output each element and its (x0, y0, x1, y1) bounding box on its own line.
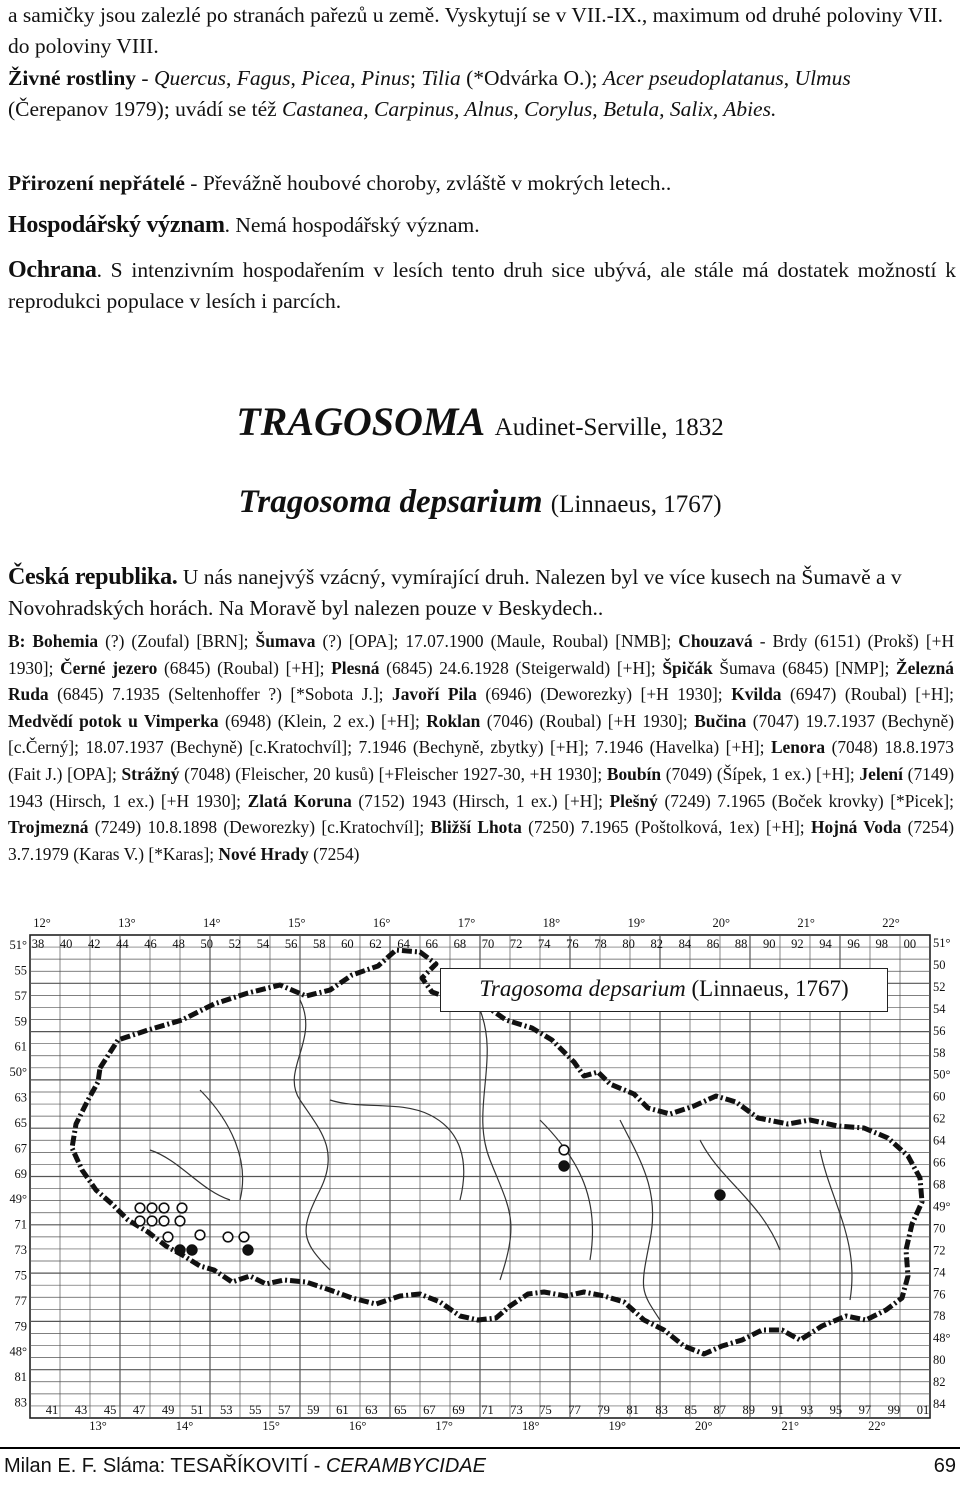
top-grid-number: 80 (622, 937, 635, 951)
top-grid-number: 46 (144, 937, 157, 951)
left-grid-label: 71 (14, 1217, 27, 1232)
record-detail: (7254) (308, 843, 360, 864)
top-grid-number: 82 (650, 937, 663, 951)
left-grid-label: 63 (14, 1090, 27, 1105)
separator: , (783, 66, 795, 90)
record-detail: (7048) 18.8.1973 (Fait J.) [OPA]; (8, 737, 955, 784)
top-longitude-label: 20° (712, 916, 730, 930)
separator: , (350, 66, 361, 90)
record-point-filled (175, 1245, 185, 1255)
bottom-grid-number: 63 (365, 1403, 378, 1417)
paragraph-economic (8, 210, 956, 241)
footer-citation (4, 1455, 486, 1478)
bottom-longitude-label: 20° (695, 1419, 713, 1432)
left-grid-label: 59 (14, 1014, 27, 1029)
top-longitude-label: 19° (627, 916, 646, 930)
czech-label: Česká republika. (8, 564, 178, 590)
record-point-filled (243, 1245, 253, 1255)
record-locality: Bližší Lhota (430, 817, 522, 838)
genus-heading (0, 400, 960, 450)
top-grid-number: 50 (200, 937, 213, 951)
species-heading (0, 482, 960, 525)
right-grid-label: 48° (933, 1331, 951, 1346)
bottom-longitude-label: 13° (89, 1419, 107, 1432)
taxon: Acer pseudoplatanus (602, 66, 784, 90)
top-longitude-label: 13° (118, 916, 136, 930)
paragraph-host-plants (8, 63, 956, 125)
left-grid-label: 81 (14, 1370, 27, 1385)
top-longitude-label: 15° (287, 916, 306, 930)
river (200, 1090, 243, 1200)
locality-records (8, 628, 954, 867)
bottom-grid-number: 99 (887, 1403, 901, 1417)
top-grid-number: 42 (88, 937, 101, 951)
right-grid-label: 84 (933, 1397, 946, 1412)
right-grid-label: 72 (933, 1243, 946, 1258)
record-detail: (7049) (Šípek, 1 ex.) [+H]; (661, 763, 860, 784)
protection-label: Ochrana (8, 257, 97, 283)
right-grid-label: 62 (933, 1111, 946, 1126)
enemies-text: - Převážně houbové choroby, zvláště v mokrých letech.. (184, 171, 672, 195)
record-locality: Roklan (426, 710, 481, 731)
top-grid-number: 56 (284, 937, 298, 951)
record-detail: (7149) 1943 (Hirsch, 1 ex.) [+H 1930]; (8, 763, 955, 811)
top-longitude-label: 22° (882, 916, 900, 930)
record-point-open (163, 1232, 173, 1242)
host-plants-label: Živné rostliny (8, 66, 137, 90)
top-grid-number: 96 (847, 937, 860, 951)
top-longitude-label: 12° (33, 916, 51, 930)
record-point-open (135, 1216, 145, 1226)
economic-label: Hospodářský význam (8, 212, 225, 238)
river (540, 1120, 593, 1260)
bottom-longitude-label: 18° (521, 1419, 540, 1432)
bottom-grid-number: 67 (423, 1403, 436, 1417)
top-grid-number: 40 (59, 937, 73, 951)
right-grid-label: 70 (933, 1221, 946, 1236)
bottom-grid-number: 41 (45, 1403, 59, 1417)
genus-author: Audinet-Serville, 1832 (494, 414, 724, 441)
record-detail: (7152) 1943 (Hirsch, 1 ex.) [+H]; (351, 790, 610, 811)
taxon-list: Castanea, Carpinus, Alnus, Corylus, Betula, Salix, Abies. (282, 97, 777, 121)
record-locality: Medvědí potok u Vimperka (8, 710, 219, 731)
bottom-grid-number: 77 (568, 1403, 581, 1417)
top-grid-number: 64 (397, 937, 410, 951)
record-locality: Boubín (606, 763, 662, 784)
record-locality: Šumava (255, 631, 316, 651)
right-grid-label: 52 (933, 979, 946, 994)
record-detail: (?) [OPA]; 17.07.1900 (Maule, Roubal) [NMB]; (315, 631, 679, 651)
record-locality: Železná Ruda (8, 657, 954, 705)
bottom-grid-number: 85 (684, 1403, 697, 1417)
left-grid-label: 65 (14, 1115, 27, 1130)
genus-name: TRAGOSOMA (236, 399, 486, 444)
bottom-grid-number: 81 (626, 1403, 639, 1417)
bottom-grid-number: 55 (248, 1403, 262, 1417)
bottom-grid-number: 97 (858, 1403, 872, 1417)
right-grid-label: 68 (933, 1177, 946, 1192)
top-grid-number: 84 (678, 937, 692, 951)
bottom-longitude-label: 21° (781, 1419, 800, 1432)
top-grid-number: 58 (313, 937, 326, 951)
citation: (Čerepanov 1979); uvádí se též (8, 97, 283, 121)
bottom-longitude-label: 16° (348, 1419, 367, 1432)
map-title-box (440, 968, 888, 1012)
top-grid-number: 92 (791, 937, 804, 951)
record-locality: Chouzavá (678, 631, 753, 651)
enemies-label: Přirození nepřátelé (8, 171, 185, 195)
record-detail: (7249) 10.8.1898 (Deworezky) [c.Kratochvíl]; (88, 817, 431, 838)
top-grid-number: 54 (256, 937, 270, 951)
top-grid-number: 00 (903, 937, 917, 951)
top-longitude-label: 18° (542, 916, 561, 930)
taxon: Quercus (153, 66, 227, 90)
record-point-filled (187, 1245, 197, 1255)
top-grid-number: 62 (369, 937, 382, 951)
river (150, 1150, 230, 1200)
bottom-grid-number: 49 (161, 1403, 175, 1417)
bottom-grid-number: 57 (278, 1403, 291, 1417)
bottom-grid-number: 65 (394, 1403, 407, 1417)
record-locality: Trojmezná (8, 817, 89, 838)
bottom-longitude-label: 22° (868, 1419, 886, 1432)
bottom-longitude-label: 14° (175, 1419, 194, 1432)
record-point-open (159, 1216, 169, 1226)
river (480, 1010, 511, 1280)
bottom-grid-number: 71 (481, 1403, 494, 1417)
record-detail: (6845) (Roubal) [+H]; (157, 657, 332, 678)
bottom-grid-number: 75 (539, 1403, 552, 1417)
paragraph-czech-republic (8, 562, 956, 624)
map-title-species: Tragosoma depsarium (479, 976, 686, 1001)
top-grid-number: 44 (116, 937, 129, 951)
record-detail: (6845) 24.6.1928 (Steigerwald) [+H]; (379, 657, 663, 678)
left-grid-label: 50° (9, 1065, 27, 1080)
record-point-open (177, 1203, 187, 1213)
record-point-open (159, 1203, 169, 1213)
record-locality: Strážný (121, 763, 180, 784)
record-detail: (7250) 7.1965 (Poštolková, 1ex) [+H]; (521, 817, 811, 838)
bottom-grid-number: 45 (103, 1403, 117, 1417)
left-grid-label: 57 (14, 988, 27, 1003)
footer-family: CERAMBYCIDAE (325, 1455, 486, 1477)
record-detail: (?) (Zoufal) [BRN]; (98, 631, 256, 651)
left-grid-label: 77 (14, 1293, 27, 1308)
record-locality: Zlatá Koruna (247, 790, 352, 811)
right-grid-label: 66 (933, 1155, 946, 1170)
right-grid-label: 60 (933, 1089, 946, 1104)
taxon: Ulmus (794, 66, 851, 90)
record-locality: Jelení (859, 763, 903, 784)
top-grid-number: 94 (819, 937, 832, 951)
paragraph-protection (8, 255, 956, 317)
protection-text: . S intenzivním hospodařením v lesích tento druh sice ubývá, ale stále má dostatek možností k reprodukci populace v lesích i parcích. (8, 258, 956, 313)
bottom-grid-number: 43 (74, 1403, 88, 1417)
top-grid-number: 90 (763, 937, 776, 951)
right-grid-label: 51° (933, 936, 951, 950)
top-grid-number: 52 (228, 937, 242, 951)
right-grid-label: 80 (933, 1353, 946, 1368)
separator: ; (409, 66, 422, 90)
record-point-open (175, 1216, 185, 1226)
record-locality: Plešný (609, 790, 658, 811)
biology-text: a samičky jsou zalezlé po stranách pařezů u země. Vyskytují se v VII.-IX., maximum od druhé poloviny VII. do poloviny VIII. (8, 3, 944, 58)
bottom-grid-number: 51 (190, 1403, 204, 1417)
record-locality: Bučina (694, 710, 747, 731)
record-locality: Plesná (331, 657, 380, 678)
record-detail: (7047) 19.7.1937 (Bechyně) [c.Černý]; 18.07.1937 (Bechyně) [c.Kratochvíl]; 7.1946 (Bechyně, zbytky) [+H]; 7.1946 (Havelka) [+H]; (8, 710, 954, 758)
record-point-open (147, 1216, 157, 1226)
top-grid-number: 86 (706, 937, 720, 951)
record-locality: Kvilda (731, 684, 782, 705)
economic-text: . Nemá hospodářský význam. (224, 213, 480, 237)
species-author: (Linnaeus, 1767) (550, 491, 722, 518)
record-point-filled (559, 1161, 569, 1171)
river (330, 1100, 464, 1200)
top-grid-number: 88 (734, 937, 748, 951)
paragraph-biology (8, 0, 956, 62)
right-grid-label: 78 (933, 1309, 946, 1324)
record-detail: (7046) (Roubal) [+H 1930]; (480, 710, 695, 731)
left-grid-label: 75 (14, 1268, 27, 1283)
taxon: Fagus (236, 66, 291, 90)
bottom-grid-number: 95 (829, 1403, 843, 1417)
right-grid-label: 58 (933, 1045, 946, 1060)
record-detail: (7254) 3.7.1979 (Karas V.) [*Karas]; (8, 817, 954, 864)
record-locality: Špičák (662, 657, 713, 678)
record-locality: Javoří Pila (392, 684, 477, 705)
citation: (*Odvárka O.); (460, 66, 603, 90)
right-grid-label: 50 (933, 957, 946, 972)
bottom-grid-number: 91 (771, 1403, 785, 1417)
top-grid-number: 38 (31, 937, 45, 951)
right-grid-label: 74 (933, 1265, 946, 1280)
right-grid-label: 64 (933, 1133, 946, 1148)
bottom-grid-number: 01 (916, 1403, 930, 1417)
footer-author: Milan E. F. Sláma: TESAŘÍKOVITÍ - (4, 1455, 326, 1477)
footer-rule (0, 1447, 960, 1449)
top-grid-number: 70 (481, 937, 495, 951)
page-number: 69 (933, 1455, 956, 1477)
bottom-grid-number: 59 (307, 1403, 320, 1417)
record-detail: (6947) (Roubal) [+H]; (781, 684, 955, 705)
record-locality: Nové Hrady (218, 843, 309, 864)
top-longitude-label: 21° (797, 916, 815, 930)
bottom-grid-number: 47 (132, 1403, 146, 1417)
map-rivers (150, 1000, 852, 1320)
record-point-filled (715, 1190, 725, 1200)
record-detail: (6946) (Deworezky) [+H 1930]; (476, 684, 732, 705)
bottom-grid-number: 93 (800, 1403, 814, 1417)
bottom-longitude-label: 19° (608, 1419, 626, 1432)
right-grid-label: 49° (933, 1199, 951, 1214)
left-grid-label: 67 (14, 1141, 27, 1156)
record-detail: (6948) (Klein, 2 ex.) [+H]; (218, 710, 427, 731)
map-title-author: (Linnaeus, 1767) (691, 976, 849, 1001)
record-point-open (239, 1232, 249, 1242)
record-locality: Černé jezero (60, 657, 158, 678)
top-grid-number: 68 (453, 937, 467, 951)
bottom-grid-number: 89 (742, 1403, 756, 1417)
record-detail: (7249) 7.1965 (Boček krovky) [*Picek]; (657, 790, 954, 811)
top-grid-number: 72 (509, 937, 523, 951)
top-grid-number: 98 (875, 937, 888, 951)
top-grid-number: 74 (538, 937, 551, 951)
record-point-open (195, 1230, 205, 1240)
bottom-grid-number: 73 (510, 1403, 523, 1417)
taxon: Picea (301, 66, 351, 90)
river (620, 1120, 660, 1320)
separator: , (226, 66, 237, 90)
bottom-grid-number: 69 (452, 1403, 465, 1417)
record-locality: Hojná Voda (810, 817, 902, 838)
record-point-open (135, 1203, 145, 1213)
top-grid-number: 78 (594, 937, 607, 951)
left-grid-label: 61 (14, 1039, 27, 1054)
right-grid-label: 82 (933, 1375, 946, 1390)
river (700, 1140, 780, 1250)
left-grid-label: 69 (14, 1166, 27, 1181)
right-grid-label: 50° (933, 1067, 951, 1082)
bottom-grid-number: 83 (655, 1403, 668, 1417)
record-detail: - Brdy (6151) (Prokš) [+H 1930]; (8, 631, 955, 678)
right-grid-label: 76 (933, 1287, 946, 1302)
bottom-longitude-label: 17° (435, 1419, 453, 1432)
taxon: Pinus (360, 66, 410, 90)
top-grid-number: 66 (425, 937, 438, 951)
top-grid-number: 48 (172, 937, 185, 951)
top-longitude-label: 17° (457, 916, 476, 930)
top-longitude-label: 14° (203, 916, 221, 930)
separator: , (290, 66, 302, 90)
bottom-grid-number: 61 (336, 1403, 349, 1417)
bottom-longitude-label: 15° (262, 1419, 280, 1432)
top-grid-number: 76 (566, 937, 579, 951)
record-detail: Šumava (6845) [NMP]; (712, 657, 897, 678)
left-grid-label: 55 (14, 963, 27, 978)
bottom-grid-number: 87 (713, 1403, 726, 1417)
left-grid-label: 83 (14, 1395, 27, 1410)
record-locality: B: Bohemia (8, 631, 99, 651)
taxon: Tilia (421, 66, 461, 90)
left-grid-label: 79 (14, 1319, 27, 1334)
record-point-open (223, 1232, 233, 1242)
left-grid-label: 48° (9, 1344, 27, 1359)
record-locality: Lenora (770, 737, 826, 758)
top-grid-number: 60 (341, 937, 354, 951)
right-grid-label: 56 (933, 1023, 946, 1038)
record-detail: (6845) 7.1935 (Seltenhoffer ?) [*Sobota J.]; (48, 684, 392, 705)
top-longitude-label: 16° (372, 916, 391, 930)
record-detail: (7048) (Fleischer, 20 kusů) [+Fleischer 1927-30, +H 1930]; (179, 763, 607, 784)
separator: - (136, 66, 154, 90)
left-grid-label: 73 (14, 1243, 27, 1258)
bottom-grid-number: 53 (219, 1403, 233, 1417)
czech-text: U nás nanejvýš vzácný, vymírající druh. Nalezen byl ve více kusech na Šumavě a v Novohradských horách. Na Moravě byl nalezen pouze v Beskydech.. (8, 565, 902, 620)
right-grid-label: 54 (933, 1001, 946, 1016)
paragraph-enemies (8, 168, 956, 199)
record-point-open (559, 1145, 569, 1155)
map-points (135, 1145, 725, 1255)
bottom-grid-number: 79 (597, 1403, 610, 1417)
left-grid-label: 51° (9, 938, 27, 952)
species-name: Tragosoma depsarium (238, 484, 543, 520)
record-point-open (147, 1203, 157, 1213)
left-grid-label: 49° (9, 1192, 27, 1207)
